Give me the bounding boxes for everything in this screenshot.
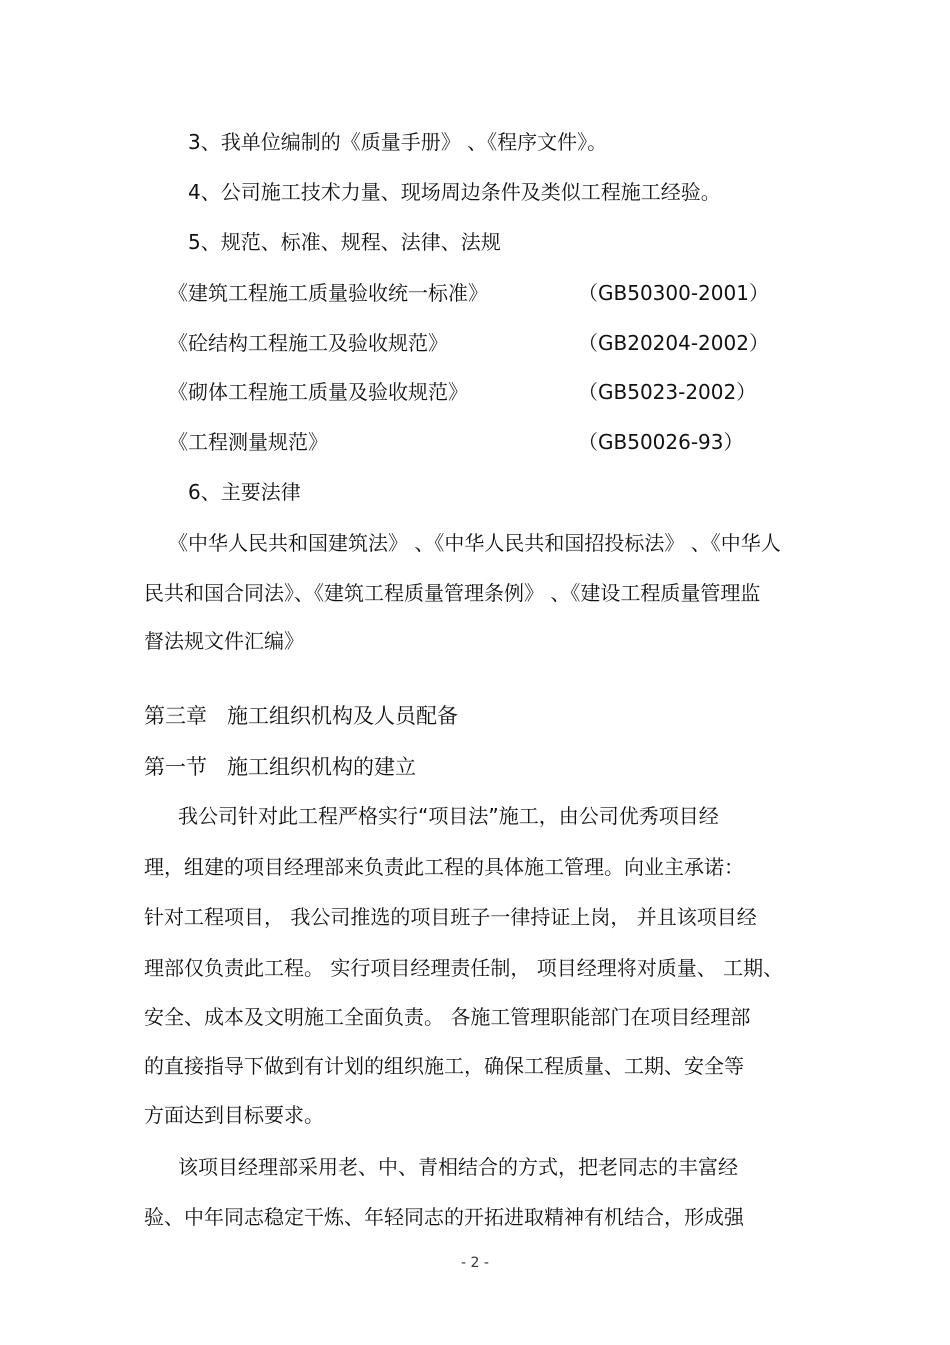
paragraph-line: 的直接指导下做到有计划的组织施工，确保工程质量、工期、安全等 xyxy=(144,1054,744,1078)
paragraph-line: 理，组建的项目经理部来负责此工程的具体施工管理。向业主承诺： xyxy=(144,855,744,879)
standard-name: 《砌体工程施工质量及验收规范》 xyxy=(168,380,468,404)
section-heading xyxy=(144,753,416,781)
chapter-number: 第三章 xyxy=(144,704,207,728)
section-number: 第一节 xyxy=(144,755,207,779)
standard-code: （GB50026-93） xyxy=(578,430,744,454)
paragraph-line: 理部仅负责此工程。 实行项目经理责任制， 项目经理将对质量、 工期、 xyxy=(144,956,784,980)
standard-name: 《砼结构工程施工及验收规范》 xyxy=(168,331,448,355)
standard-code: （GB50300-2001） xyxy=(578,281,769,305)
standard-code: （GB20204-2002） xyxy=(578,331,769,355)
paragraph-line: 安全、成本及文明施工全面负责。 各施工管理职能部门在项目经理部 xyxy=(144,1005,751,1029)
standard-name: 《工程测量规范》 xyxy=(168,430,328,454)
basis-item-3: 3、我单位编制的《质量手册》 、《程序文件》。 xyxy=(188,130,608,154)
paragraph-line: 该项目经理部采用老、中、青相结合的方式，把老同志的丰富经 xyxy=(178,1155,738,1179)
laws-line: 民共和国合同法》、《建筑工程质量管理条例》 、《建设工程质量管理监 xyxy=(144,581,761,605)
paragraph-line: 我公司针对此工程严格实行“项目法”施工，由公司优秀项目经 xyxy=(178,804,719,828)
page-number: - 2 - xyxy=(461,1255,489,1271)
standard-name: 《建筑工程施工质量验收统一标准》 xyxy=(168,281,488,305)
basis-item-5: 5、规范、标准、规程、法律、法规 xyxy=(188,230,501,254)
chapter-title: 施工组织机构及人员配备 xyxy=(227,704,458,728)
paragraph-line: 方面达到目标要求。 xyxy=(144,1103,324,1127)
paragraph-line: 针对工程项目， 我公司推选的项目班子一律持证上岗， 并且该项目经 xyxy=(144,905,757,929)
laws-line: 督法规文件汇编》 xyxy=(144,629,304,653)
laws-line: 《中华人民共和国建筑法》 、《中华人民共和国招投标法》 、《中华人 xyxy=(168,531,781,555)
laws-title: 6、主要法律 xyxy=(188,480,301,504)
chapter-heading xyxy=(144,702,458,730)
section-title: 施工组织机构的建立 xyxy=(227,755,416,779)
standard-code: （GB5023-2002） xyxy=(578,380,757,404)
basis-item-4: 4、公司施工技术力量、现场周边条件及类似工程施工经验。 xyxy=(188,180,721,204)
paragraph-line: 验、中年同志稳定干炼、年轻同志的开拓进取精神有机结合，形成强 xyxy=(144,1205,744,1229)
